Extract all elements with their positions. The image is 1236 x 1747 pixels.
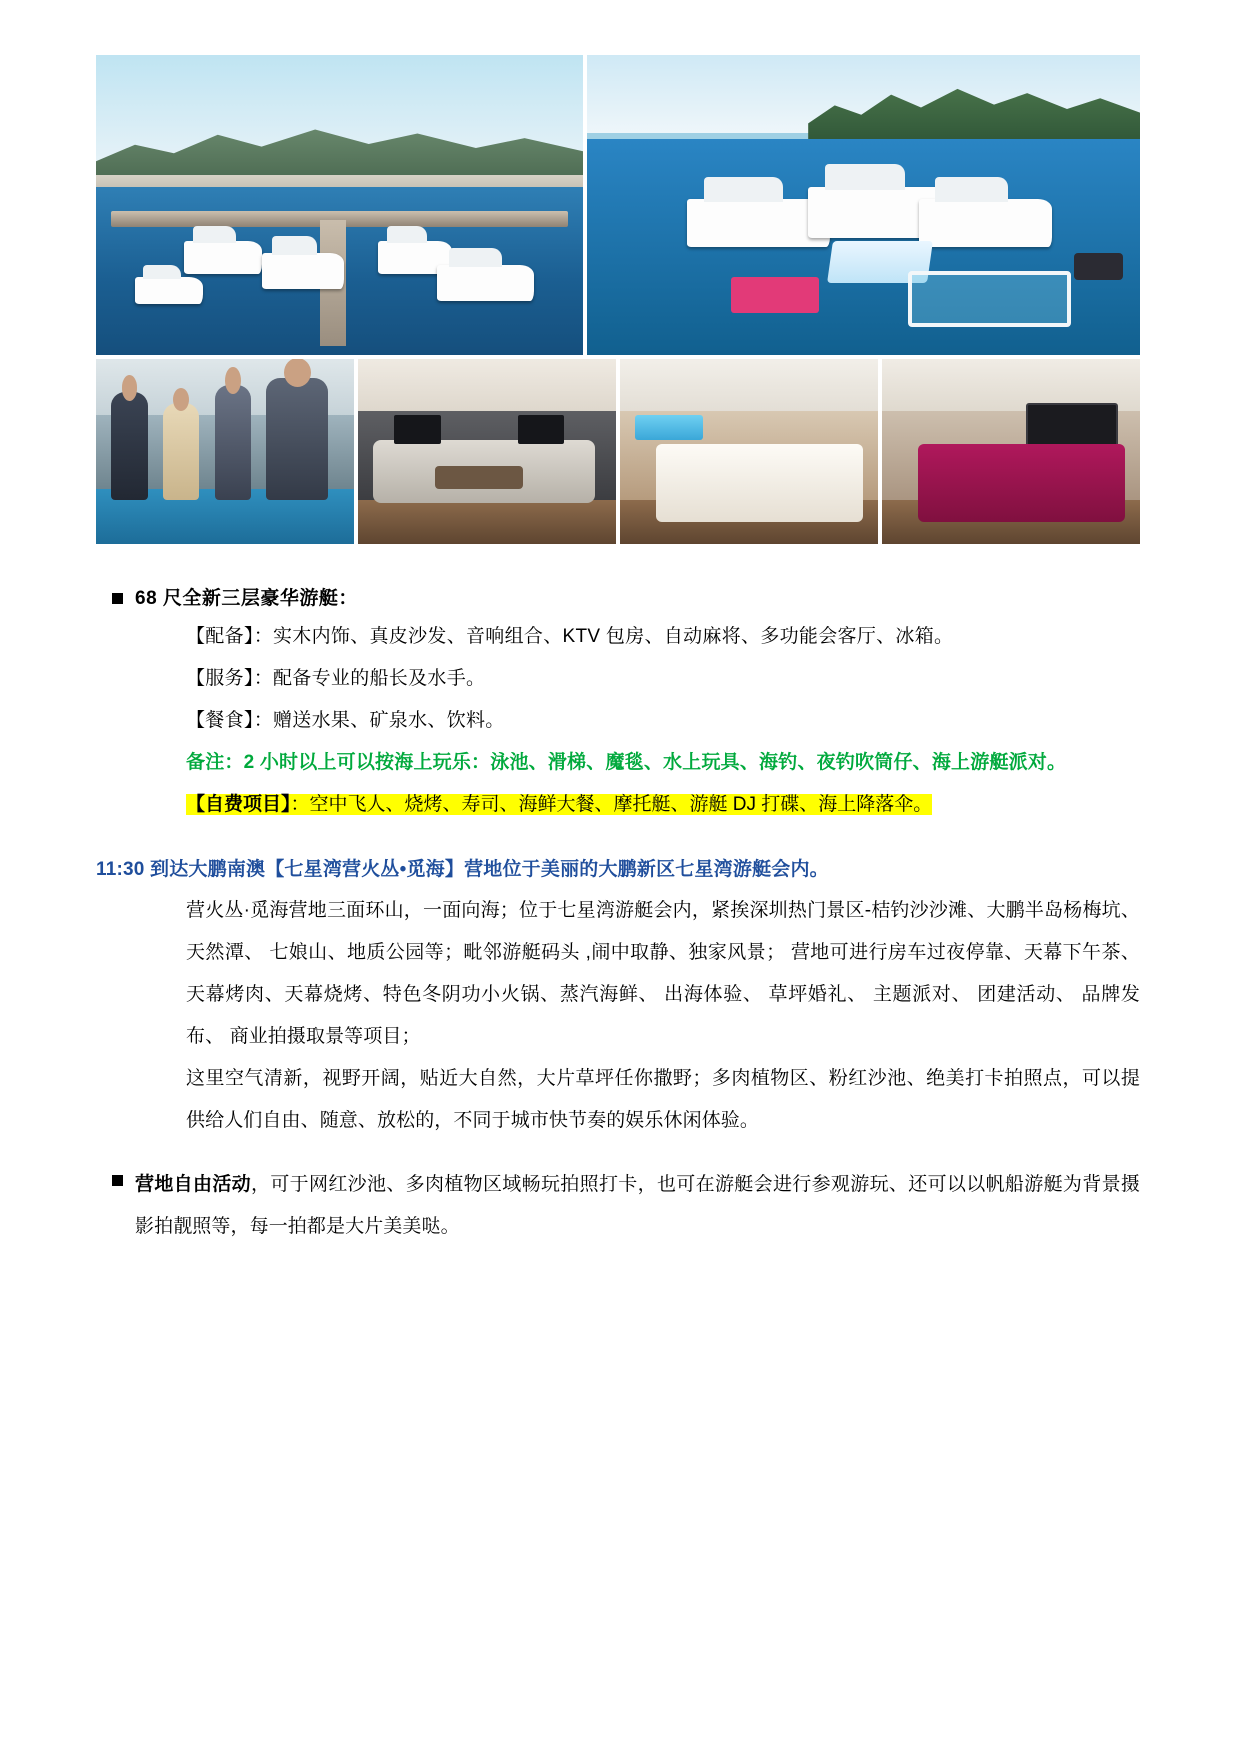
square-bullet-icon <box>112 593 123 604</box>
yacht-service-line: 【服务】：配备专业的船长及水手。 <box>186 668 486 689</box>
person-shape <box>111 392 147 499</box>
guests-party-on-yacht-photo <box>96 359 354 544</box>
yacht-section-title-row <box>112 582 1140 616</box>
camp-activity-title: 营地自由活动 <box>135 1174 251 1195</box>
screen-shape <box>394 415 440 445</box>
camp-activity-detail: ，可于网红沙池、多肉植物区域畅玩拍照打卡，也可在游艇会进行参观游玩、还可以以帆船游艇为背景摄影拍靓照等，每一拍都是大片美美哒。 <box>135 1174 1140 1237</box>
marina-yachts-photo <box>96 55 583 355</box>
yacht-shape <box>262 253 345 289</box>
yacht-lounge-interior-photo <box>358 359 616 544</box>
bed-shape <box>656 444 862 522</box>
camp-activity-text <box>135 1164 1140 1248</box>
yacht-cabin-magenta-bed-photo <box>882 359 1140 544</box>
floor-layer <box>358 500 616 544</box>
yacht-bedroom-white-bed-photo <box>620 359 878 544</box>
self-pay-text: ：空中飞人、烧烤、寿司、海鲜大餐、摩托艇、游艇 DJ 打碟、海上降落伞。 <box>290 794 933 815</box>
photo-gallery <box>96 55 1140 544</box>
window-shape <box>635 415 702 441</box>
pink-float-shape <box>731 277 819 313</box>
self-pay-row <box>186 784 1140 826</box>
self-pay-label: 【自费项目】 <box>186 794 291 815</box>
ceiling-layer <box>620 359 878 415</box>
bed-shape <box>918 444 1124 522</box>
yacht-equipment-line: 【配备】：实木内饰、真皮沙发、音响组合、KTV 包房、自动麻将、多功能会客厅、冰箱。 <box>186 626 954 647</box>
document-body <box>96 582 1140 1248</box>
yacht-shape <box>184 241 262 274</box>
screen-shape <box>518 415 564 445</box>
yacht-shape <box>437 265 534 301</box>
jetski-shape <box>1074 253 1124 280</box>
ceiling-layer <box>358 359 616 415</box>
photo-row-bottom <box>96 359 1140 544</box>
floating-pool-shape <box>908 271 1071 327</box>
self-pay-highlight <box>186 794 932 815</box>
person-shape <box>266 378 328 500</box>
yacht-section-lines <box>186 616 1140 826</box>
schedule-heading: 11:30 到达大鹏南澳【七星湾营火丛•觅海】营地位于美丽的大鹏新区七星湾游艇会内。 <box>96 859 829 880</box>
schedule-paragraph-2: 这里空气清新，视野开阔，贴近大自然，大片草坪任你撒野；多肉植物区、粉红沙池、绝美打卡拍照点，可以提供给人们自由、随意、放松的，不同于城市快节奏的娱乐休闲体验。 <box>186 1068 1140 1131</box>
yacht-shape <box>135 277 203 304</box>
person-shape <box>163 403 199 499</box>
yacht-section-title: 68 尺全新三层豪华游艇： <box>135 588 358 609</box>
table-shape <box>435 466 523 488</box>
yacht-note-green: 备注：2 小时以上可以按海上玩乐：泳池、滑梯、魔毯、水上玩具、海钓、夜钓吹筒仔、海上游艇派对。 <box>186 752 1067 773</box>
schedule-paragraph-1: 营火丛·觅海营地三面环山，一面向海；位于七星湾游艇会内，紧挨深圳热门景区-桔钓沙沙滩、大鹏半岛杨梅坑、天然潭、 七娘山、地质公园等；毗邻游艇码头 ,闹中取静、独家风景； 营地可进行房车过夜停靠、天幕下午茶、天幕烤肉、天幕烧烤、特色冬阴功小火锅、蒸汽海鲜、 出海体验、 草坪婚礼、 主题派对、 团建活动、 品牌发布、 商业拍摄取景等项目； <box>186 900 1140 1047</box>
yachts-at-sea-with-water-slide-photo <box>587 55 1140 355</box>
yacht-shape <box>919 199 1052 247</box>
photo-row-top <box>96 55 1140 355</box>
camp-activity-row <box>112 1164 1140 1248</box>
person-shape <box>215 385 251 500</box>
yacht-meal-line: 【餐食】：赠送水果、矿泉水、饮料。 <box>186 710 505 731</box>
square-bullet-icon <box>112 1175 123 1186</box>
